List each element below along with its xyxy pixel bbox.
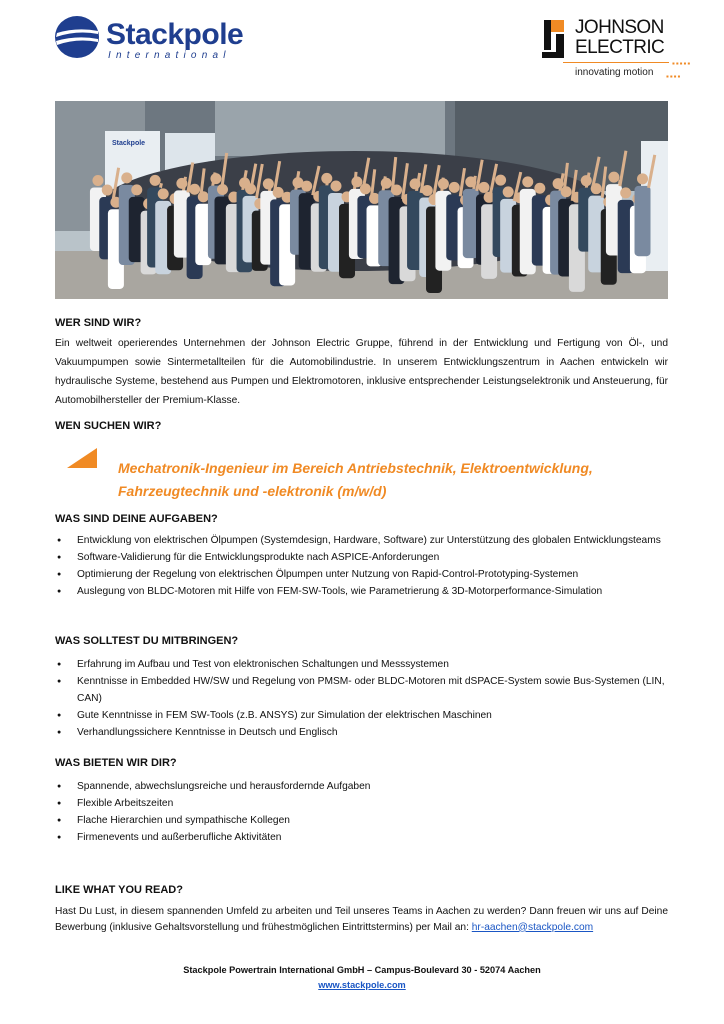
person-head <box>217 184 228 195</box>
person-head <box>553 178 564 189</box>
person-head <box>381 178 392 189</box>
list-item: ● Optimierung der Regelung von elektrischen Ölpumpen unter Nutzung von Rapid-Control-Prototyping-Systemen <box>55 567 668 584</box>
je-logo-line2: ELECTRIC <box>575 37 665 58</box>
orange-triangle-icon <box>67 448 97 468</box>
list-item: ● Spannende, abwechslungsreiche und herausfordernde Aufgaben <box>55 779 668 796</box>
stackpole-logo-sub: International <box>108 50 231 60</box>
person-head <box>465 176 476 187</box>
person-head <box>422 185 433 196</box>
je-tagline: innovating motion <box>575 67 654 78</box>
person-head <box>131 184 142 195</box>
like-text: Hast Du Lust, in diesem spannenden Umfeld zu arbeiten und Teil unseres Teams in Aachen zu werden? Dann freuen wir uns auf Deine Bewerbung (inklusive Gehaltsvorstellung und frühestmöglichen Eintrittstermins) per Mail an: <box>55 906 668 933</box>
person-head <box>410 178 421 189</box>
person-head <box>121 172 132 183</box>
offer-list <box>55 779 668 847</box>
person-head <box>591 183 602 194</box>
tagline-rule <box>563 62 669 63</box>
list-item: ● Flache Hierarchien und sympathische Kollegen <box>55 813 668 830</box>
tasks-list <box>55 533 668 601</box>
person-head <box>391 184 402 195</box>
footer-address: Stackpole Powertrain International GmbH – Campus-Boulevard 30 - 52074 Aachen <box>183 965 541 975</box>
person-head <box>150 175 161 186</box>
person-head <box>637 173 648 184</box>
person-head <box>522 176 533 187</box>
list-item: ● Erfahrung im Aufbau und Test von elektronischen Schaltungen und Messsystemen <box>55 657 668 674</box>
list-item: ● Verhandlungssichere Kenntnisse in Deutsch und Englisch <box>55 725 668 742</box>
who-text: Ein weltweit operierendes Unternehmen der Johnson Electric Gruppe, führend in der Entwicklung und Fertigung von Öl-, und Vakuumpumpen sowie Sintermetallteilen für die Automobilindustrie. In unserem Entwicklungszentrum in Aachen entwickeln wir hydraulische Systeme, bestehend aus Pumpen und Elektromotoren, inklusive entsprechender Leistungselektronik und Ansteuerung, für Automobilhersteller der Premium-Klasse. <box>55 338 668 406</box>
banner-text: Stackpole <box>112 140 146 147</box>
person-head <box>330 181 341 192</box>
person-head <box>620 187 631 198</box>
bring-list <box>55 657 668 742</box>
job-title: Mechatronik-Ingenieur im Bereich Antriebstechnik, Elektroentwicklung, Fahrzeugtechnik und -elektronik (m/w/d) <box>118 460 593 499</box>
person-head <box>581 175 592 186</box>
stackpole-logo-word: Stackpole <box>106 18 244 51</box>
list-item: ● Entwicklung von elektrischen Ölpumpen (Systemdesign, Hardware, Software) zur Unterstützung des globalen Entwicklungsteams <box>55 533 668 550</box>
like-heading: LIKE WHAT YOU READ? <box>55 884 183 896</box>
person-head <box>438 178 449 189</box>
list-item: ● Kenntnisse in Embedded HW/SW und Regelung von PMSM- oder BLDC-Motoren mit dSPACE-System sowie Bus-Systemen (LIN, CAN) <box>55 674 668 707</box>
list-item: ● Software-Validierung für die Entwicklungsprodukte nach ASPICE-Anforderungen <box>55 550 668 567</box>
je-logo-line1: JOHNSON <box>575 17 664 38</box>
person-head <box>321 173 332 184</box>
offer-heading: WAS BIETEN WIR DIR? <box>55 757 177 769</box>
person-head <box>245 183 256 194</box>
footer-website-link[interactable]: www.stackpole.com <box>318 980 406 990</box>
person-head <box>360 183 371 194</box>
like-text-block <box>55 904 668 935</box>
person-head <box>561 186 572 197</box>
list-item: ● Firmenevents und außerberufliche Aktivitäten <box>55 830 668 847</box>
person-head <box>158 188 169 199</box>
person-head <box>176 178 187 189</box>
list-item: ● Gute Kenntnisse in FEM SW-Tools (z.B. ANSYS) zur Simulation der elektrischen Maschinen <box>55 708 668 725</box>
person-head <box>102 185 113 196</box>
list-item: ● Flexible Arbeitszeiten <box>55 796 668 813</box>
tagline-dots: ▪▪▪▪ <box>666 72 682 81</box>
person-head <box>503 186 514 197</box>
email-link[interactable]: hr-aachen@stackpole.com <box>471 921 594 933</box>
seek-heading: WEN SUCHEN WIR? <box>55 420 162 432</box>
who-heading: WER SIND WIR? <box>55 317 142 329</box>
person-head <box>478 182 489 193</box>
tasks-heading: WAS SIND DEINE AUFGABEN? <box>55 513 218 525</box>
list-item: ● Auslegung von BLDC-Motoren mit Hilfe von FEM-SW-Tools, wie Parametrierung & 3D-Motorperformance-Simulation <box>55 584 668 601</box>
tagline-dots: ▪▪▪▪▪ <box>672 59 692 68</box>
person-head <box>495 175 506 186</box>
person-head <box>608 172 619 183</box>
person-head <box>92 175 103 186</box>
person-head <box>189 184 200 195</box>
person-head <box>449 182 460 193</box>
person-head <box>198 191 209 202</box>
stackpole-logo <box>54 14 286 60</box>
person-body <box>635 186 651 256</box>
person-head <box>351 176 362 187</box>
bring-heading: WAS SOLLTEST DU MITBRINGEN? <box>55 635 239 647</box>
person-head <box>263 178 274 189</box>
person-head <box>210 173 221 184</box>
person-head <box>534 183 545 194</box>
team-photo <box>55 101 668 299</box>
person-head <box>301 181 312 192</box>
